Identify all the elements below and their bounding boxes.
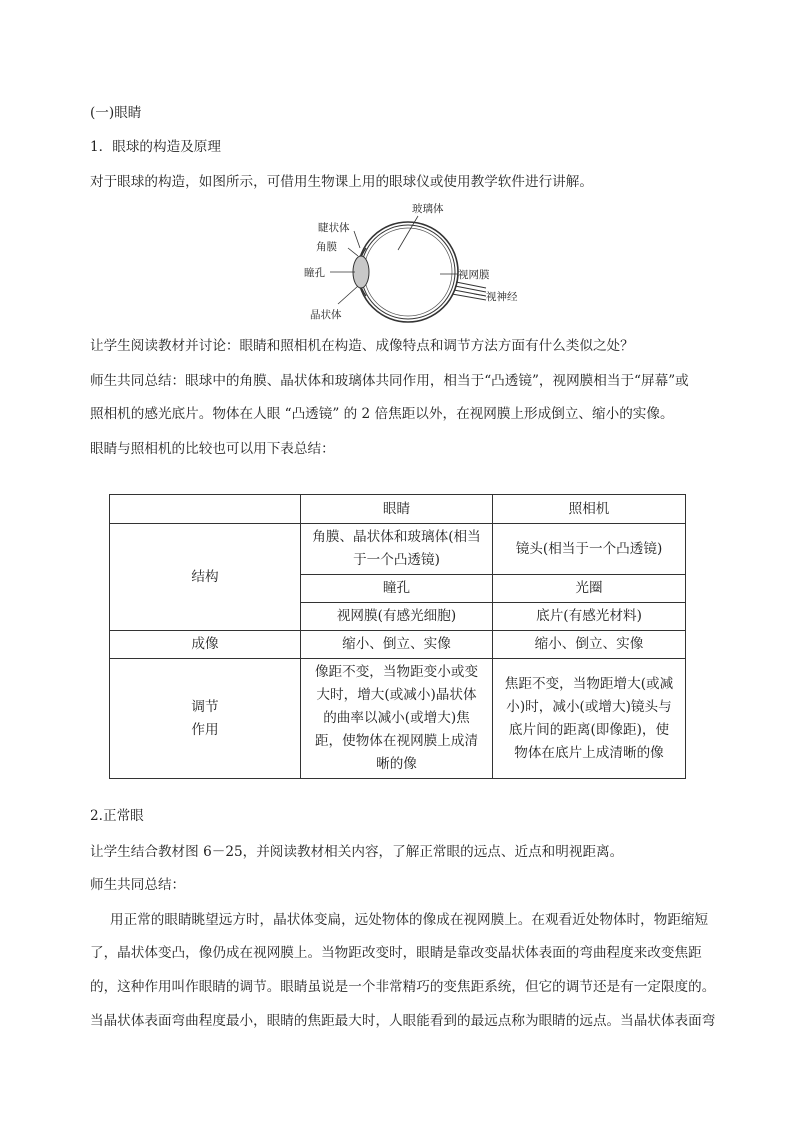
- cell-eye-pupil: 瞳孔: [301, 575, 493, 603]
- paragraph-line-4: 当晶状体表面弯曲程度最小，眼睛的焦距最大时，人眼能看到的最远点称为眼睛的远点。当晶状体表面弯: [90, 1013, 716, 1029]
- label-retina: 视网膜: [458, 269, 490, 281]
- sub-heading-eye-structure: 1．眼球的构造及原理: [90, 139, 221, 155]
- header-camera: 照相机: [493, 495, 686, 524]
- label-cornea: 角膜: [316, 241, 337, 253]
- cell-eye-adjust: 像距不变，当物距变小或变大时，增大(或减小)晶状体的曲率以减小(或增大)焦距，使物体在视网膜上成清晰的像: [301, 659, 493, 779]
- summary-line-2: 照相机的感光底片。物体在人眼 “凸透镜” 的 2 倍焦距以外，在视网膜上形成倒立、缩小的实像。: [90, 406, 674, 422]
- cell-camera-aperture: 光圈: [493, 575, 686, 603]
- row-label-adjustment: [110, 659, 301, 779]
- cell-camera-film: 底片(有感光材料): [493, 603, 686, 631]
- table-intro: 眼睛与照相机的比较也可以用下表总结：: [90, 441, 335, 457]
- paragraph-line-1: 用正常的眼睛眺望远方时，晶状体变扁，远处物体的像成在视网膜上。在观看近处物体时，物距缩短: [110, 912, 709, 928]
- row-label-structure: 结构: [110, 524, 301, 631]
- paragraph-line-2: 了，晶状体变凸，像仍成在视网膜上。当物距改变时，眼睛是靠改变晶状体表面的弯曲程度来改变焦距: [90, 945, 702, 961]
- eyeball-diagram: [300, 198, 530, 323]
- label-lens: 晶状体: [310, 309, 342, 321]
- normal-eye-summary-label: 师生共同总结：: [90, 877, 186, 893]
- label-vitreous: 玻璃体: [412, 203, 444, 215]
- normal-eye-instruction: 让学生结合教材图 6－25，并阅读教材相关内容，了解正常眼的远点、近点和明视距离。: [90, 844, 624, 860]
- section-heading: (一)眼睛: [90, 105, 142, 121]
- cell-eye-retina: 视网膜(有感光细胞): [301, 603, 493, 631]
- header-empty: [110, 495, 301, 524]
- summary-line-1: 师生共同总结：眼球中的角膜、晶状体和玻璃体共同作用，相当于“凸透镜”，视网膜相当于“屏幕”或: [90, 373, 689, 389]
- cell-eye-image: 缩小、倒立、实像: [301, 631, 493, 659]
- row-label-adjust-2: 作用: [191, 721, 219, 738]
- cell-eye-lens: 角膜、晶状体和玻璃体(相当于一个凸透镜): [301, 524, 493, 575]
- header-eye: 眼睛: [301, 495, 493, 524]
- paragraph-line-3: 的，这种作用叫作眼睛的调节。眼睛虽说是一个非常精巧的变焦距系统，但它的调节还是有一定限度的。: [90, 979, 716, 995]
- row-label-adjust-1: 调节: [191, 698, 219, 715]
- intro-paragraph: 对于眼球的构造，如图所示，可借用生物课上用的眼球仪或使用教学软件进行讲解。: [90, 174, 593, 190]
- sub-heading-normal-eye: 2.正常眼: [90, 808, 144, 824]
- cell-camera-lens: 镜头(相当于一个凸透镜): [493, 524, 686, 575]
- discussion-paragraph: 让学生阅读教材并讨论：眼睛和照相机在构造、成像特点和调节方法方面有什么类似之处？: [90, 338, 634, 354]
- label-ciliary: 睫状体: [318, 222, 350, 234]
- label-pupil: 瞳孔: [304, 267, 325, 279]
- label-optic-nerve: 视神经: [486, 291, 518, 303]
- cell-camera-image: 缩小、倒立、实像: [493, 631, 686, 659]
- cell-camera-adjust: 焦距不变，当物距增大(或减小)时，减小(或增大)镜头与底片间的距离(即像距)，使物体在底片上成清晰的像: [493, 659, 686, 779]
- row-label-imaging: 成像: [110, 631, 301, 659]
- eye-camera-comparison-table: [109, 494, 686, 779]
